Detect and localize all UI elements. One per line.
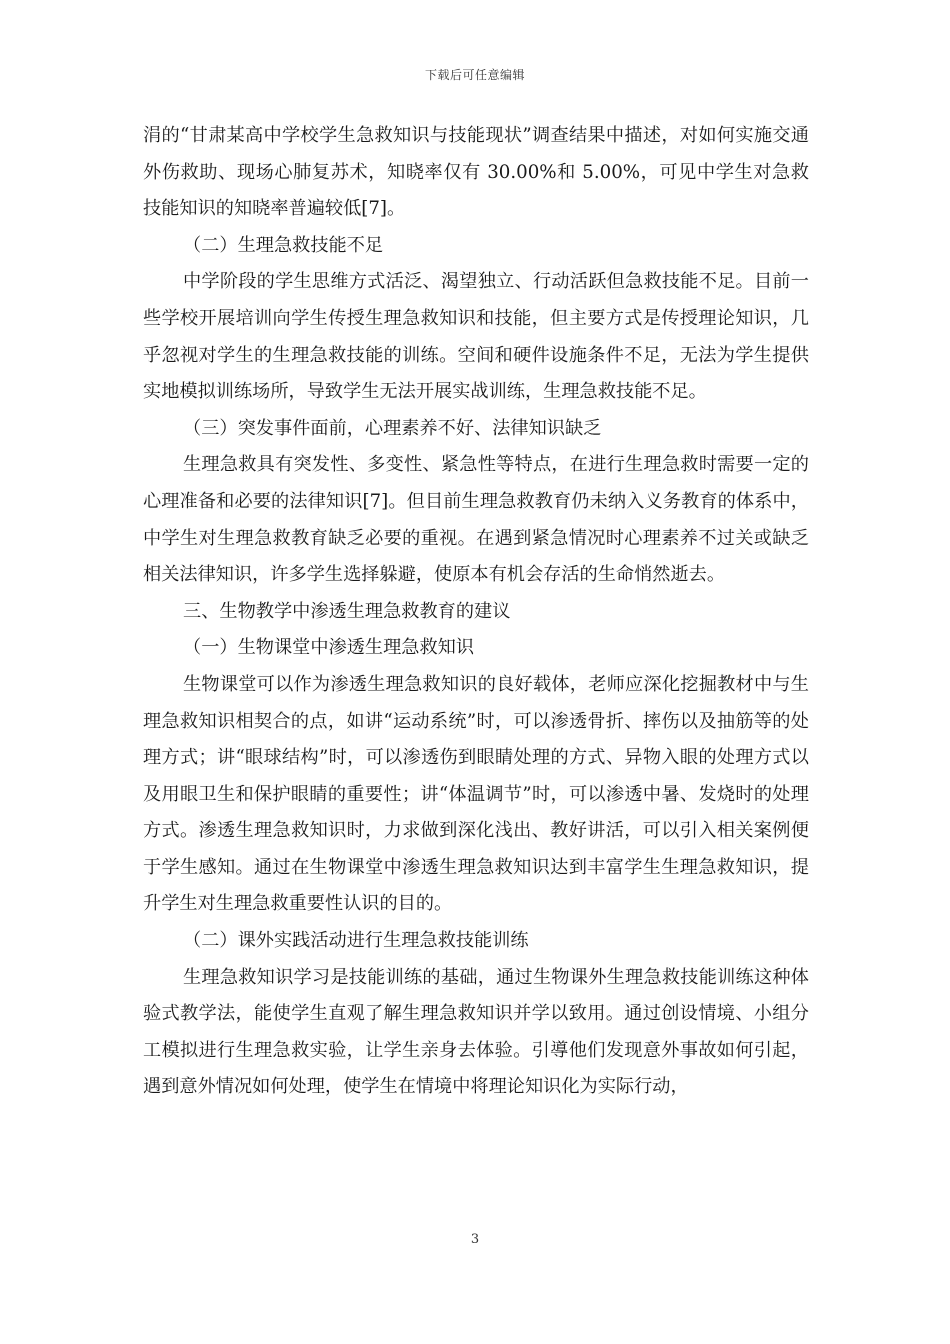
paragraph: 中学阶段的学生思维方式活泛、渴望独立、行动活跃但急救技能不足。目前一些学校开展培训向学生传授生理急救知识和技能，但主要方式是传授理论知识，几乎忽视对学生的生理急救技能的训练。空间和硬件设施条件不足，无法为学生提供实地模拟训练场所，导致学生无法开展实战训练，生理急救技能不足。	[143, 271, 809, 403]
paragraph-continued: 涓的“甘肃某高中学校学生急救知识与技能现状”调查结果中描述，对如何实施交通外伤救助、现场心肺复苏术，知晓率仅有 30.00%和 5.00%，可见中学生对急救技能知识的知晓率普遍较低[7]。	[143, 125, 809, 220]
page-header: 下载后可任意编辑	[424, 68, 525, 82]
chapter-heading: 三、生物教学中渗透生理急救教育的建议	[183, 600, 511, 622]
document-body	[143, 118, 809, 1106]
paragraph: 生理急救知识学习是技能训练的基础，通过生物课外生理急救技能训练这种体验式教学法，能使学生直观了解生理急救知识并学以致用。通过创设情境、小组分工模拟进行生理急救实验，让学生亲身去体验。引導他们发现意外事故如何引起，遇到意外情况如何处理，使学生在情境中将理论知识化为实际行动，	[143, 966, 809, 1098]
section-heading: （二）课外实践活动进行生理急救技能训练	[183, 930, 529, 952]
section-heading: （一）生物课堂中渗透生理急救知识	[183, 637, 475, 659]
page-number: 3	[470, 1232, 480, 1247]
paragraph: 生理急救具有突发性、多变性、紧急性等特点，在进行生理急救时需要一定的心理准备和必要的法律知识[7]。但目前生理急救教育仍未纳入义务教育的体系中，中学生对生理急救教育缺乏必要的重视。在遇到紧急情况时心理素养不过关或缺乏相关法律知识，许多学生选择躲避，使原本有机会存活的生命悄然逝去。	[143, 454, 809, 586]
section-heading: （三）突发事件面前，心理素养不好、法律知识缺乏	[183, 417, 602, 439]
paragraph: 生物课堂可以作为渗透生理急救知识的良好载体，老师应深化挖掘教材中与生理急救知识相契合的点，如讲“运动系统”时，可以渗透骨折、摔伤以及抽筋等的处理方式；讲“眼球结构”时，可以渗透伤到眼睛处理的方式、异物入眼的处理方式以及用眼卫生和保护眼睛的重要性；讲“体温调节”时，可以渗透中暑、发烧时的处理方式。渗透生理急救知识时，力求做到深化浅出、教好讲活，可以引入相关案例便于学生感知。通过在生物课堂中渗透生理急救知识达到丰富学生生理急救知识，提升学生对生理急救重要性认识的目的。	[143, 673, 809, 915]
section-heading: （二）生理急救技能不足	[183, 234, 384, 256]
